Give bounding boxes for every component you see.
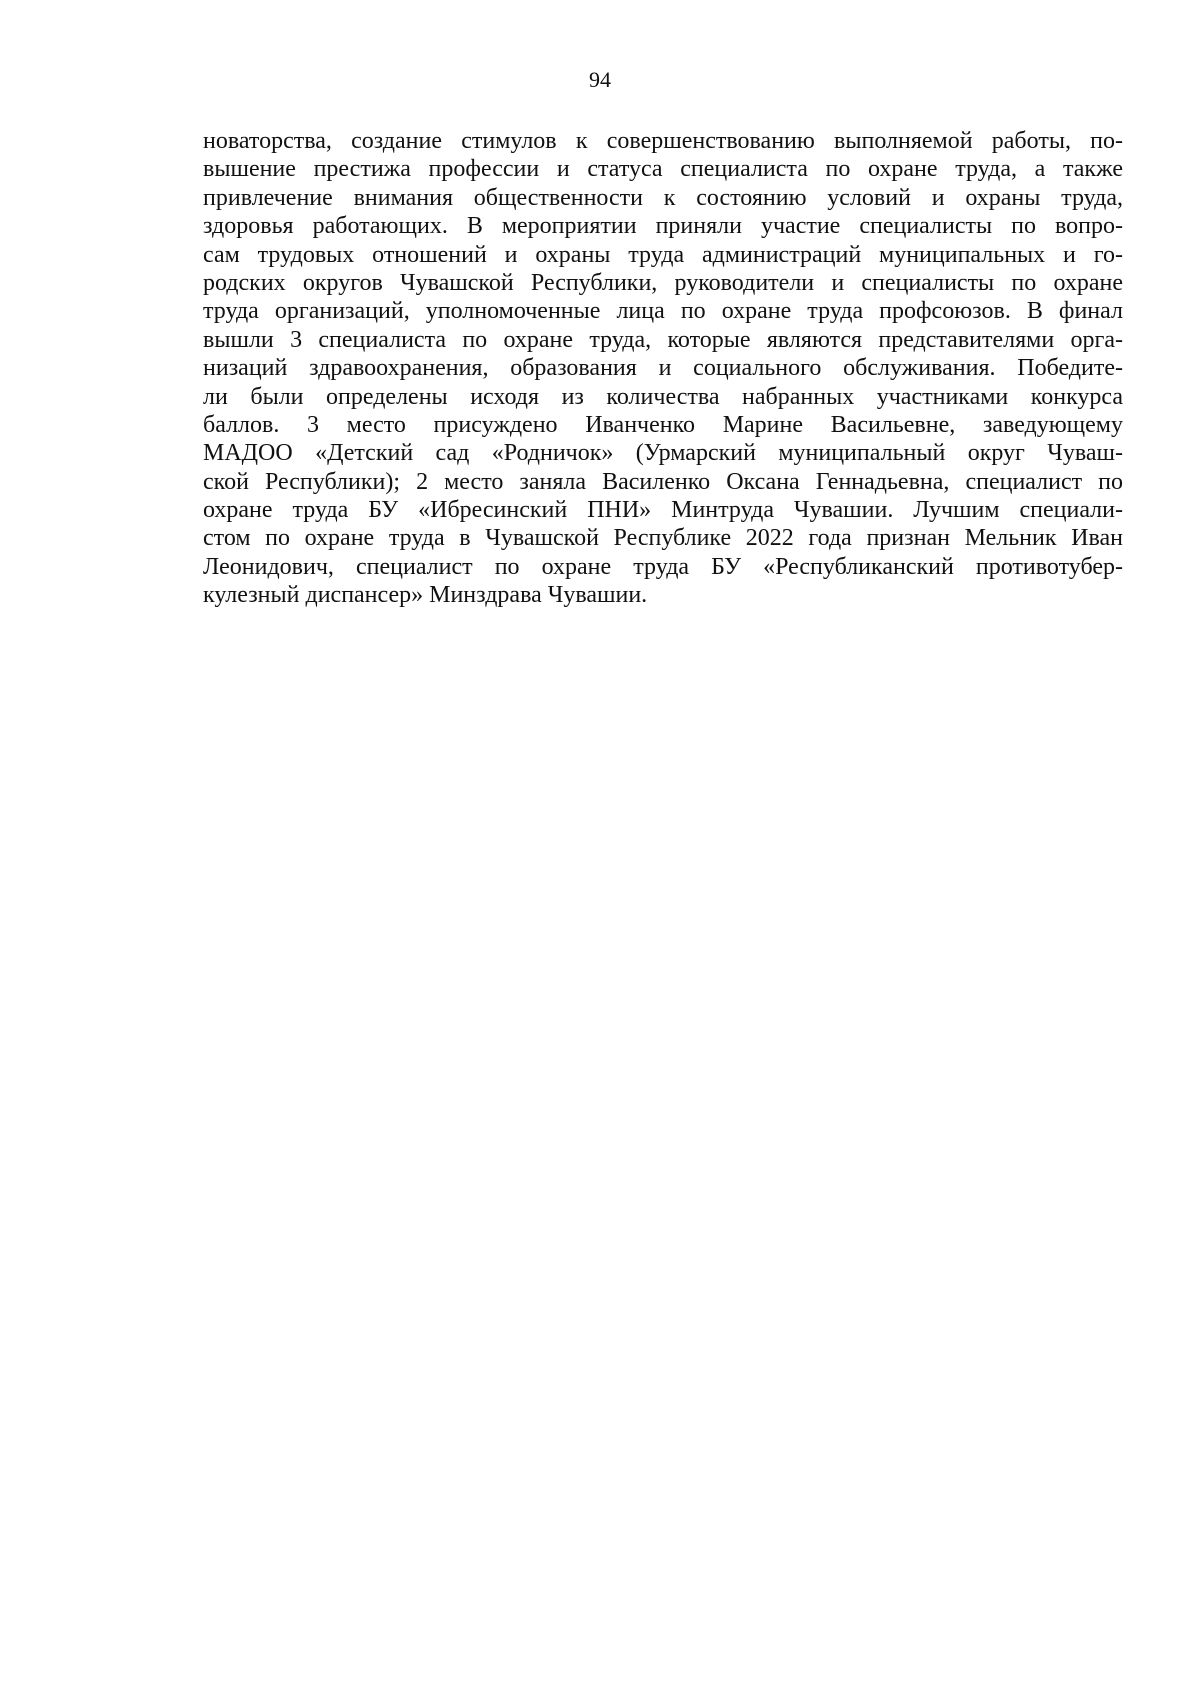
- paragraph-line-13: ской Республики); 2 место заняла Василенко Оксана Геннадьевна, специалист по: [203, 468, 1123, 495]
- paragraph-line-14: охране труда БУ «Ибресинский ПНИ» Минтруда Чувашии. Лучшим специали-: [203, 497, 1123, 524]
- paragraph-line-6: родских округов Чувашской Республики, руководители и специалисты по охране: [203, 269, 1123, 296]
- body-paragraph: [203, 127, 1123, 610]
- paragraph-line-12: МАДОО «Детский сад «Родничок» (Урмарский муниципальный округ Чуваш-: [203, 440, 1123, 467]
- paragraph-line-1: новаторства, создание стимулов к совершенствованию выполняемой работы, по-: [203, 128, 1123, 154]
- paragraph-line-8: вышли 3 специалиста по охране труда, которые являются представителями орга-: [203, 326, 1123, 353]
- paragraph-line-16: Леонидович, специалист по охране труда БУ «Республиканский противотубер-: [203, 553, 1123, 580]
- page-number: 94: [589, 67, 611, 92]
- paragraph-line-3: привлечение внимания общественности к состоянию условий и охраны труда,: [203, 184, 1123, 211]
- paragraph-line-15: стом по охране труда в Чувашской Республике 2022 года признан Мельник Иван: [203, 525, 1123, 552]
- paragraph-line-11: баллов. 3 место присуждено Иванченко Марине Васильевне, заведующему: [203, 411, 1123, 438]
- paragraph-line-17: кулезный диспансер» Минздрава Чувашии.: [203, 582, 648, 609]
- paragraph-line-4: здоровья работающих. В мероприятии приняли участие специалисты по вопро-: [203, 213, 1123, 240]
- paragraph-line-7: труда организаций, уполномоченные лица по охране труда профсоюзов. В финал: [203, 298, 1123, 325]
- paragraph-line-2: вышение престижа профессии и статуса специалиста по охране труда, а также: [203, 156, 1123, 183]
- paragraph-line-10: ли были определены исходя из количества набранных участниками конкурса: [203, 383, 1123, 410]
- paragraph-line-5: сам трудовых отношений и охраны труда администраций муниципальных и го-: [203, 241, 1123, 268]
- paragraph-line-9: низаций здравоохранения, образования и социального обслуживания. Победите-: [203, 355, 1123, 382]
